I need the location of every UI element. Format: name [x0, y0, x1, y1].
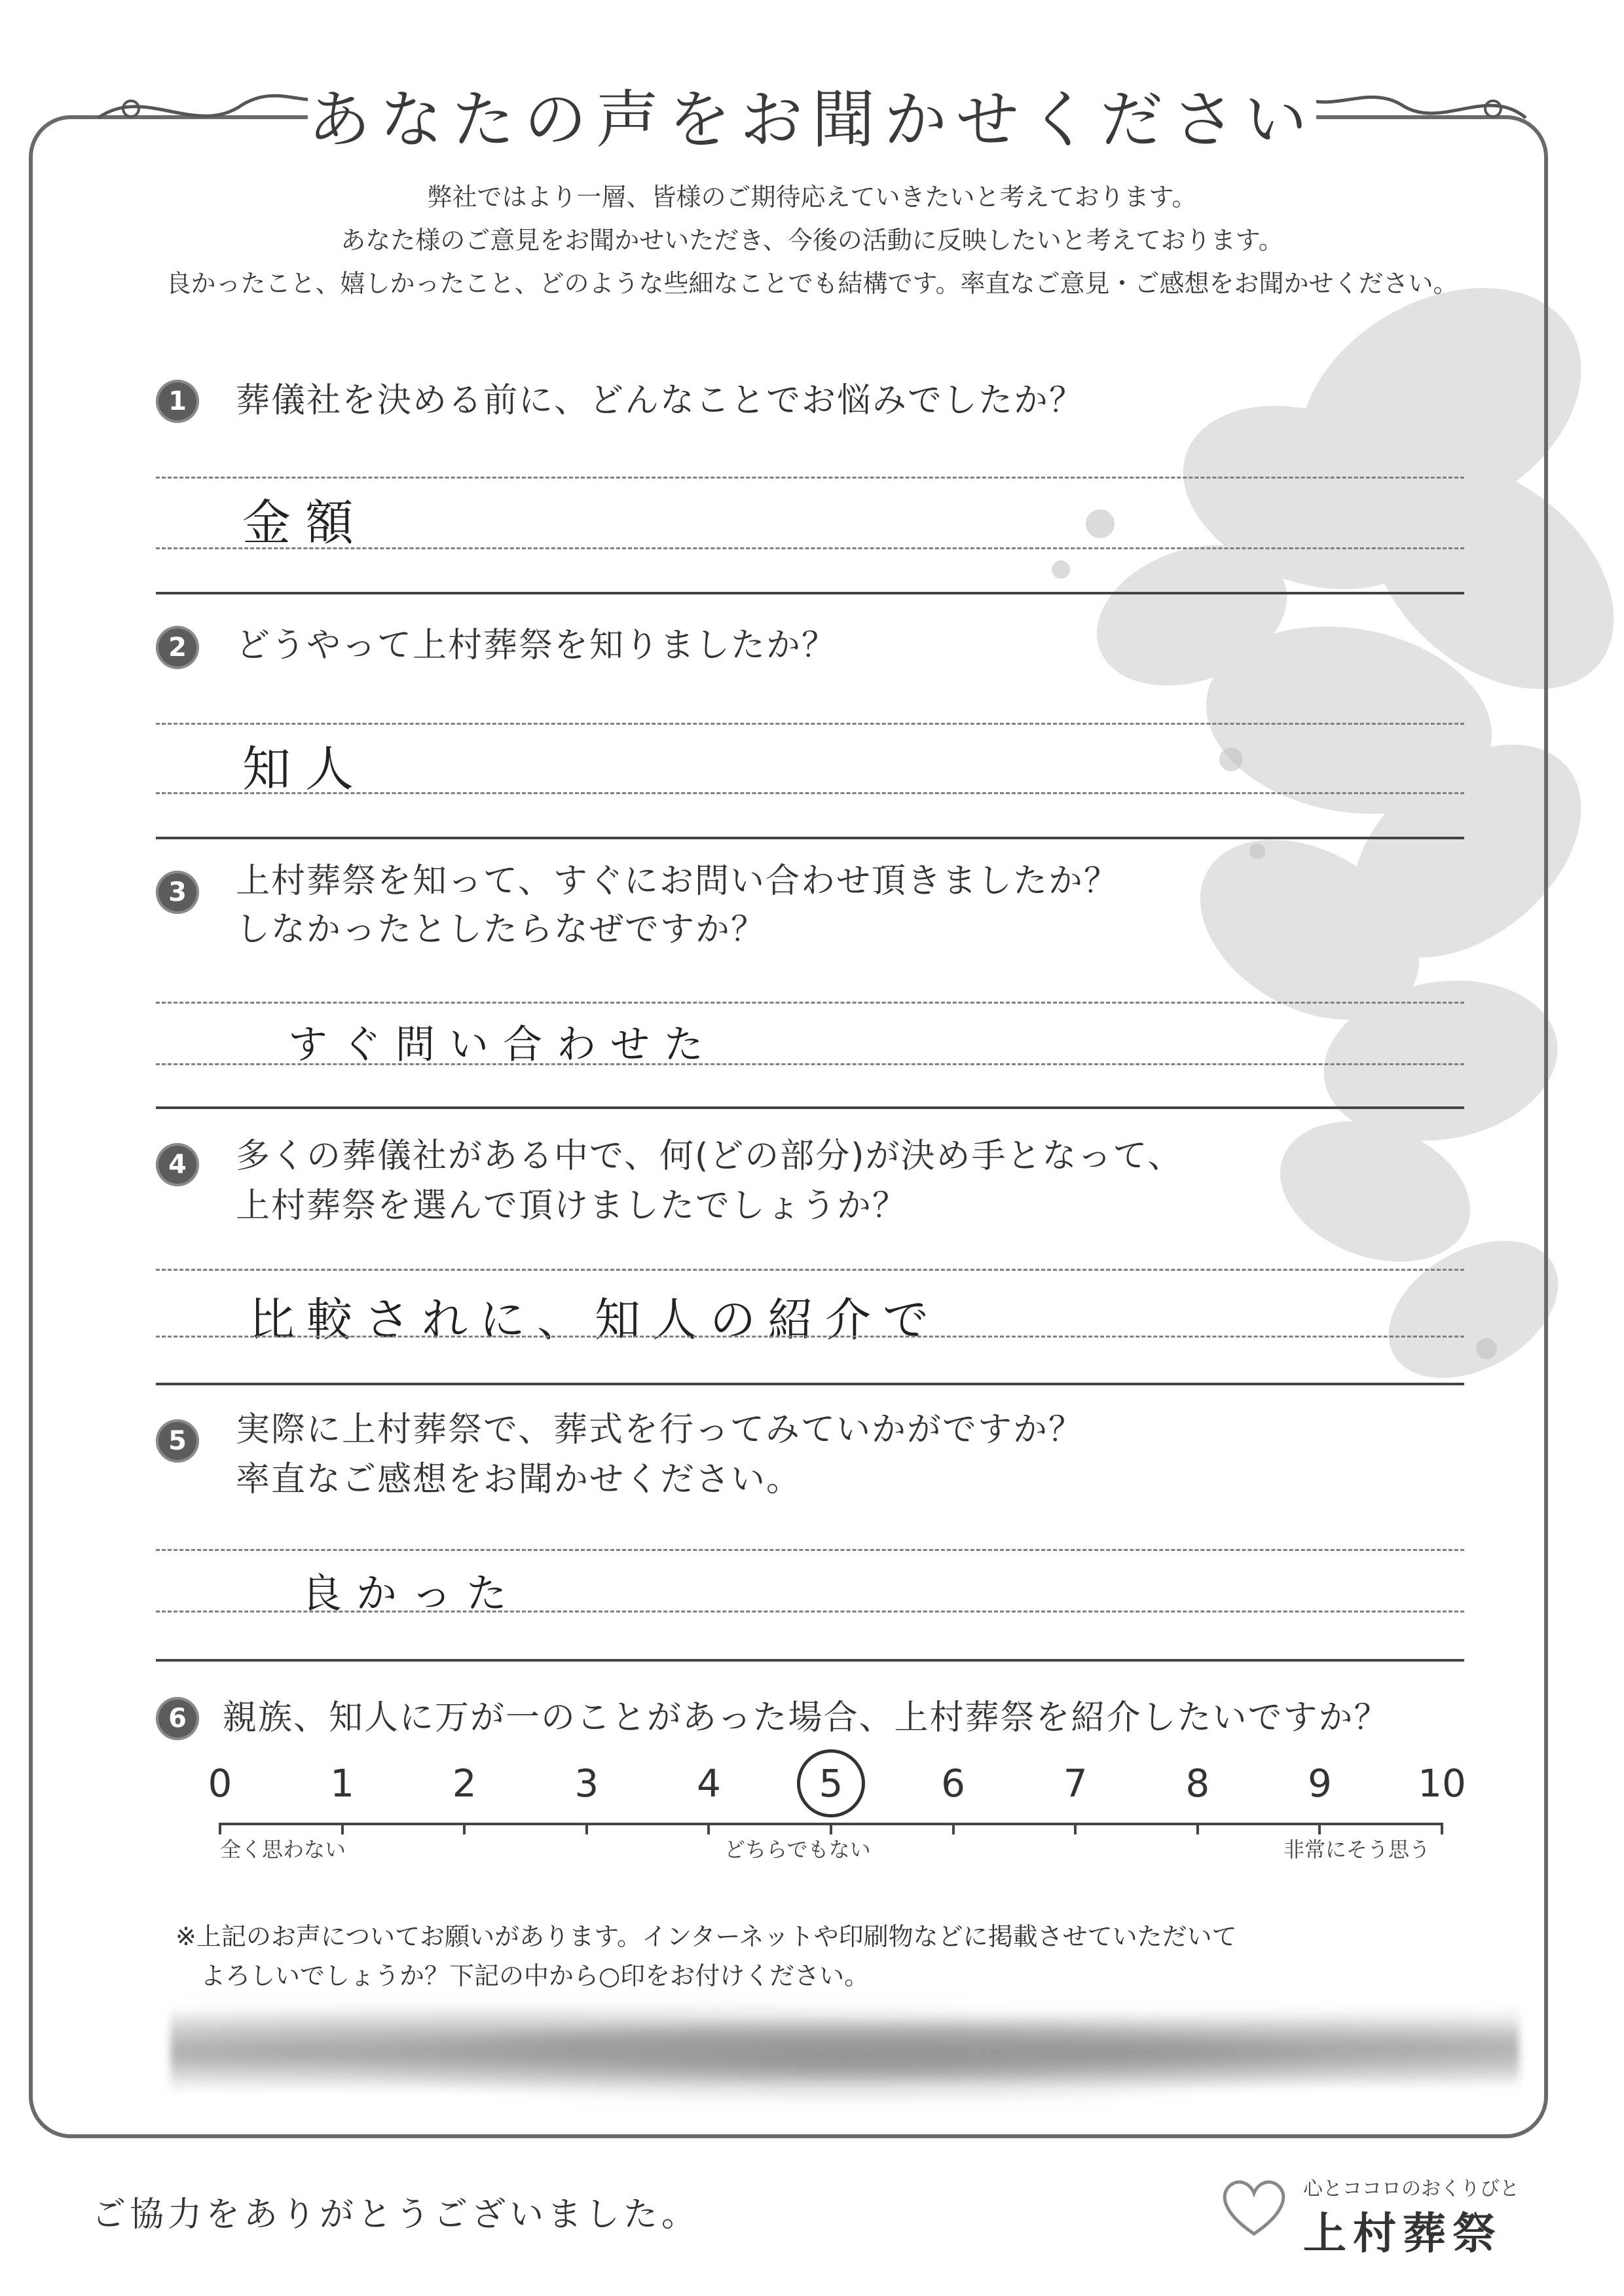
scale-number: 8: [1185, 1761, 1210, 1806]
answer-dotted-line: [156, 1549, 1464, 1551]
heart-logo-icon: [1218, 2175, 1290, 2240]
handwritten-answer: 金額: [242, 495, 368, 551]
publication-consent-note: [175, 1917, 1237, 1995]
scale-number: 1: [330, 1761, 355, 1806]
note-line: よろしいでしょうか？下記の中から○印をお付けください。: [200, 1961, 870, 1990]
scale-tick: [463, 1823, 466, 1834]
intro-text: [79, 175, 1545, 305]
question-text: 親族、知人に万が一のことがあった場合、上村葬祭を紹介したいですか？: [223, 1698, 1390, 1738]
scale-tick: [707, 1823, 710, 1834]
answer-dotted-line: [156, 723, 1464, 725]
page-title: あなたの声をお聞かせください: [308, 77, 1316, 162]
question-text: 上村葬祭を知って、すぐにお問い合わせ頂きましたか？: [236, 862, 1119, 901]
intro-line: 弊社ではより一層、皆様のご期待応えていきたいと考えております。: [427, 183, 1197, 211]
note-line: ※上記のお声についてお願いがあります。インターネットや印刷物などに掲載させていただいて: [175, 1922, 1237, 1951]
scale-number: 6: [941, 1761, 966, 1806]
scale-label-mid: どちらでもない: [724, 1837, 871, 1862]
scale-number: 3: [574, 1761, 599, 1806]
left-flourish-ornament: [92, 79, 327, 137]
scale-tick: [1441, 1823, 1443, 1834]
answer-dotted-line: [156, 1611, 1464, 1613]
answer-dotted-line: [156, 792, 1464, 794]
question-text: 実際に上村葬祭で、葬式を行ってみていかがですか？: [236, 1410, 1084, 1449]
handwritten-answer: すぐ問い合わせた: [288, 1022, 718, 1068]
scale-number: 2: [452, 1761, 477, 1806]
scale-label-high: 非常にそう思う: [1283, 1837, 1431, 1862]
answer-dotted-line: [156, 1002, 1464, 1004]
right-flourish-ornament: [1297, 79, 1532, 137]
question-number-badge: 1: [156, 380, 199, 423]
question-text: どうやって上村葬祭を知りましたか？: [236, 626, 838, 665]
intro-line: あなた様のご意見をお聞かせいただき、今後の活動に反映したいと考えております。: [341, 226, 1283, 255]
question-text: 多くの葬儀社がある中で、何(どの部分)が決め手となって、: [236, 1137, 1183, 1176]
brand-name: 上村葬祭: [1303, 2208, 1502, 2259]
question-number-badge: 3: [156, 871, 199, 914]
scale-number: 4: [696, 1761, 721, 1806]
scale-tick: [1074, 1823, 1077, 1834]
question-text: 上村葬祭を選んで頂けましたでしょうか？: [236, 1186, 908, 1226]
answer-dotted-line: [156, 547, 1464, 549]
handwritten-answer: 比較されに、知人の紹介で: [249, 1293, 940, 1347]
scale-number: 10: [1418, 1761, 1466, 1806]
scale-tick: [952, 1823, 955, 1834]
handwritten-answer: 知人: [242, 741, 368, 797]
section-divider: [156, 1106, 1464, 1109]
scale-number: 7: [1063, 1761, 1088, 1806]
section-divider: [156, 592, 1464, 594]
redacted-consent-options: [170, 2003, 1519, 2102]
answer-dotted-line: [156, 1336, 1464, 1338]
question-number-badge: 5: [156, 1419, 199, 1463]
question-number-badge: 2: [156, 626, 199, 669]
section-divider: [156, 1659, 1464, 1662]
thank-you-message: ご協力をありがとうございました。: [92, 2195, 700, 2234]
question-text: 葬儀社を決める前に、どんなことでお悩みでしたか？: [236, 381, 1085, 420]
scale-tick: [585, 1823, 588, 1834]
question-text: しなかったとしたらなぜですか？: [236, 910, 767, 949]
question-number-badge: 4: [156, 1143, 199, 1186]
selected-rating-circle: [797, 1749, 865, 1817]
section-divider: [156, 1383, 1464, 1385]
scale-number: 5: [819, 1761, 843, 1806]
scale-number: 9: [1307, 1761, 1332, 1806]
brand-tagline: 心とココロのおくりびと: [1303, 2178, 1519, 2200]
answer-dotted-line: [156, 477, 1464, 479]
intro-line: 良かったこと、嬉しかったこと、どのような些細なことでも結構です。率直なご意見・ご感想をお聞かせください。: [166, 269, 1458, 298]
answer-dotted-line: [156, 1269, 1464, 1271]
question-text: 率直なご感想をお聞かせください。: [236, 1460, 802, 1499]
question-number-badge: 6: [156, 1697, 199, 1740]
scale-number: 0: [208, 1761, 232, 1806]
answer-dotted-line: [156, 1063, 1464, 1065]
scale-label-low: 全く思わない: [220, 1837, 346, 1862]
section-divider: [156, 837, 1464, 839]
handwritten-answer: 良かった: [301, 1569, 522, 1617]
scale-tick: [1196, 1823, 1199, 1834]
